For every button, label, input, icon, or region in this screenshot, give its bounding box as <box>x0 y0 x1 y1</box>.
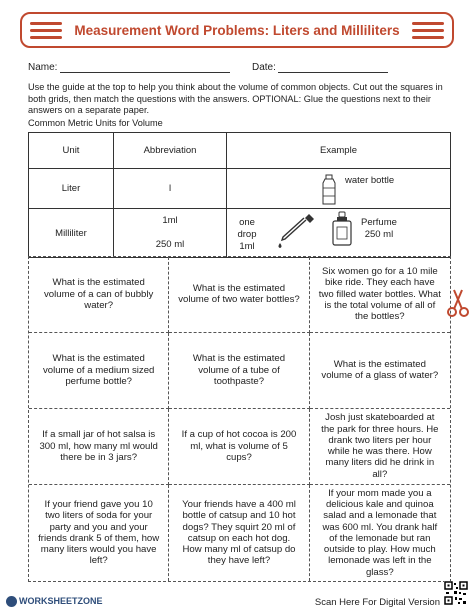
question-card[interactable]: Six women go for a 10 mile bike ride. They each have two filled water bottles. What is the total volume of all of the bottles? <box>310 257 450 333</box>
question-card[interactable]: What is the estimated volume of a medium sized perfume bottle? <box>29 333 169 409</box>
scissors-icon <box>446 288 470 318</box>
example-milliliter <box>227 209 451 258</box>
worksheetzone-logo[interactable]: WORKSHEETZONE <box>6 596 103 607</box>
table-title: Common Metric Units for Volume <box>28 118 163 128</box>
date-label: Date: <box>252 62 276 73</box>
unit-milliliter: Milliliter <box>29 209 114 258</box>
menu-lines-icon <box>412 22 444 39</box>
perfume-volume: 250 ml <box>364 229 394 240</box>
question-card[interactable]: What is the estimated volume of a glass of water? <box>310 333 450 409</box>
question-cards-grid <box>28 256 451 582</box>
question-card[interactable]: What is the estimated volume of a can of bubbly water? <box>29 257 169 333</box>
drop-volume: 1ml <box>239 241 255 252</box>
scan-text: Scan Here For Digital Version <box>314 597 440 608</box>
page-title: Measurement Word Problems: Liters and Milliliters <box>74 22 400 38</box>
name-label: Name: <box>28 62 58 73</box>
units-table <box>28 132 451 258</box>
abbr-ml: 1ml <box>162 215 178 226</box>
abbr-250ml: 250 ml <box>155 239 185 250</box>
title-banner <box>20 12 454 48</box>
question-card[interactable]: Your friends have a 400 ml bottle of catsup and 10 hot dogs? They squirt 20 ml of catsup on each hot dog. How many ml of catsup do they have left? <box>169 485 309 581</box>
name-field[interactable] <box>60 62 230 73</box>
qr-code-icon[interactable] <box>444 581 468 605</box>
logo-icon <box>6 596 17 607</box>
menu-lines-icon <box>30 22 62 39</box>
abbr-liter: l <box>114 169 227 209</box>
question-card[interactable]: What is the estimated volume of a tube of toothpaste? <box>169 333 309 409</box>
question-card[interactable]: If your friend gave you 10 two liters of soda for your party and you and your friends drank 5 of them, how many liters would you have left? <box>29 485 169 581</box>
instructions: Use the guide at the top to help you think about the volume of common objects. Cut out the squares in both grids, then match the questions with the answers. OPTIONAL: Glue the questions next to their answers on a separate paper. <box>28 82 443 115</box>
question-card[interactable]: Josh just skateboarded at the park for three hours. He drank two liters per hour while he was there. How many liters did he drink in all? <box>310 409 450 485</box>
footer <box>0 591 474 613</box>
header-example: Example <box>227 133 451 169</box>
abbr-milliliter <box>114 209 227 258</box>
question-card[interactable]: If a cup of hot cocoa is 200 ml, what is volume of 5 cups? <box>169 409 309 485</box>
perfume-icon <box>331 211 353 247</box>
question-card[interactable]: If a small jar of hot salsa is 300 ml, how many ml would there be in 3 jars? <box>29 409 169 485</box>
unit-liter: Liter <box>29 169 114 209</box>
perfume-label: Perfume <box>361 217 397 228</box>
drop-label: one drop <box>237 217 257 240</box>
question-card[interactable]: What is the estimated volume of two water bottles? <box>169 257 309 333</box>
dropper-icon <box>273 211 315 249</box>
water-bottle-icon <box>319 174 339 206</box>
example-liter-label: water bottle <box>345 175 395 186</box>
header-abbreviation: Abbreviation <box>114 133 227 169</box>
example-liter <box>227 169 451 209</box>
header-unit: Unit <box>29 133 114 169</box>
question-card[interactable]: If your mom made you a delicious kale and quinoa salad and a lemonade that was 600 ml. You drank half of the lemonade but ran outside to play. How much lemonade was left in the glass? <box>322 487 438 578</box>
date-field[interactable] <box>278 62 388 73</box>
